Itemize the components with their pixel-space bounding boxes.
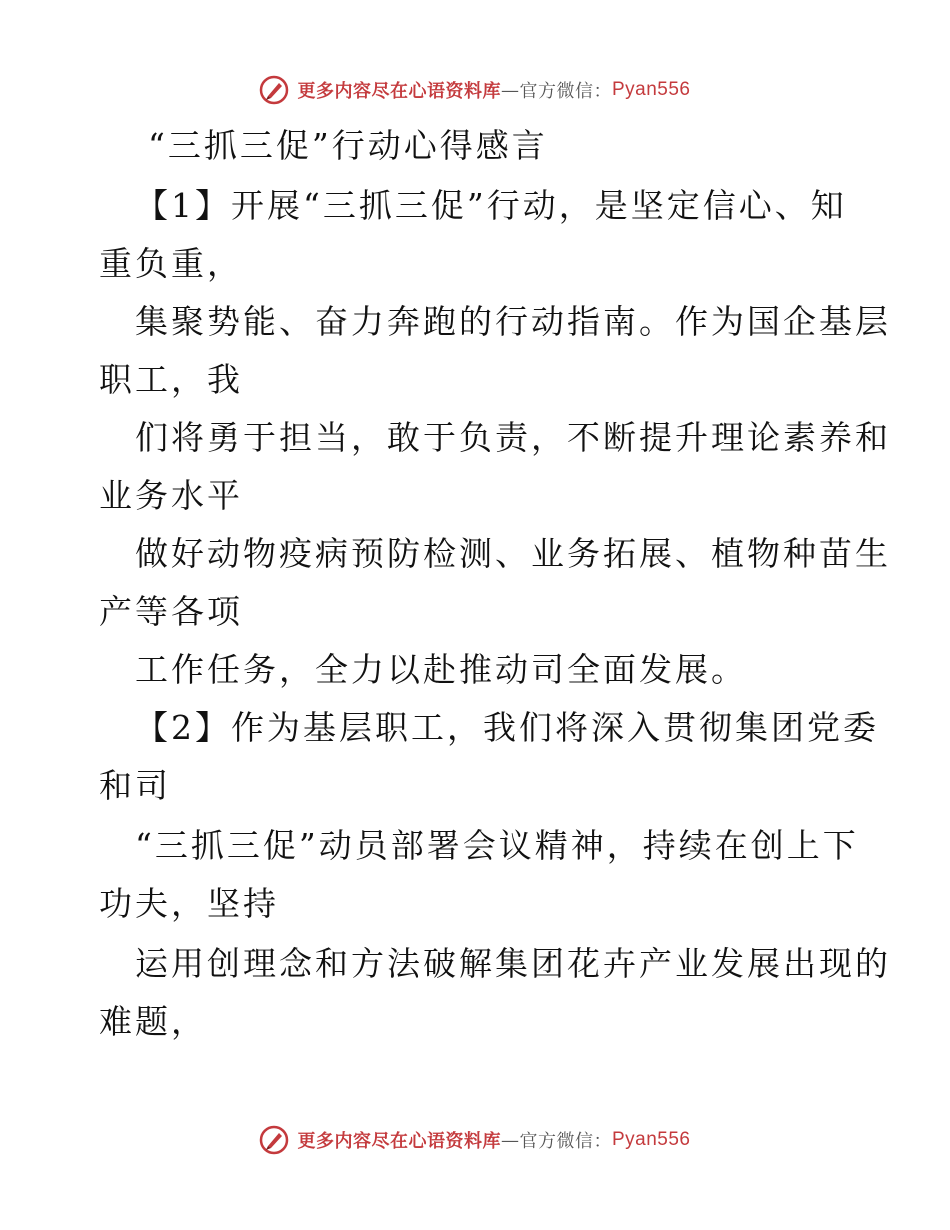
text-line: 集聚势能、奋力奔跑的行动指南。作为国企基层 [135,302,891,341]
text-line: 产等各项 [99,592,243,631]
watermark-brand: 更多内容尽在心语资料库 [297,1131,501,1152]
watermark-dash: — [500,1129,520,1151]
watermark-account: Pyan556 [611,79,691,100]
pen-logo-icon [259,75,289,105]
text-line: “三抓三促”动员部署会议精神，持续在创上下 [135,826,859,865]
watermark-dash: — [500,79,520,101]
text-line: 重负重， [99,244,243,283]
header-watermark [0,70,950,110]
text-line: 业务水平 [99,476,243,515]
text-line: 做好动物疫病预防检测、业务拓展、植物种苗生 [135,534,891,573]
text-line: 职工，我 [99,360,243,399]
text-line: 【2】作为基层职工，我们将深入贯彻集团党委 [135,708,879,747]
watermark-label: 官方微信： [519,1131,612,1152]
text-line: 【1】开展“三抓三促”行动，是坚定信心、知 [135,186,847,225]
text-line: 运用创理念和方法破解集团花卉产业发展出现的 [135,944,891,983]
text-line: 难题， [99,1002,207,1041]
text-line: 们将勇于担当，敢于负责，不断提升理论素养和 [135,418,891,457]
text-line: 工作任务，全力以赴推动司全面发展。 [135,650,747,689]
document-title: “三抓三促”行动心得感言 [148,126,548,165]
text-line: 功夫，坚持 [99,884,279,923]
watermark-brand: 更多内容尽在心语资料库 [297,81,501,102]
watermark-account: Pyan556 [611,1129,691,1150]
pen-logo-icon [259,1125,289,1155]
watermark-label: 官方微信： [519,81,612,102]
footer-watermark [0,1120,950,1160]
text-line: 和司 [99,766,171,805]
